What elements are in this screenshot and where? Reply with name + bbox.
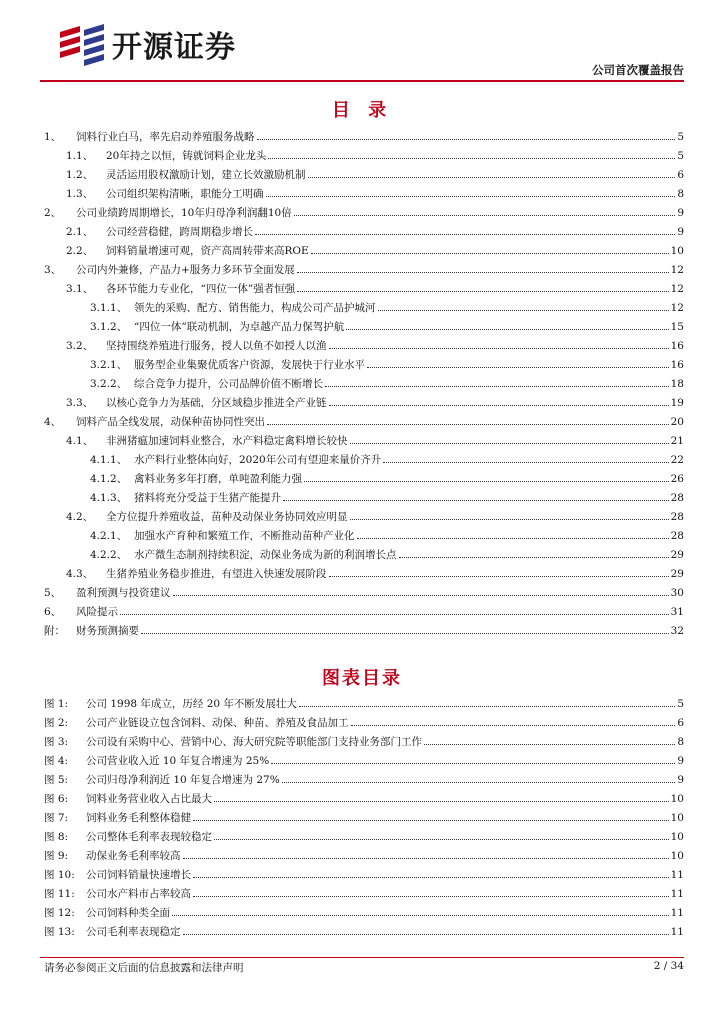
- entry-title: 公司饲料种类全面: [86, 907, 170, 919]
- entry-title: 20年持之以恒，铸就饲料企业龙头: [106, 150, 267, 162]
- dot-leader: [183, 858, 669, 859]
- toc-entry[interactable]: [44, 603, 684, 622]
- entry-number: 1、: [44, 131, 62, 143]
- entry-number: 图 9:: [44, 850, 69, 862]
- entry-page: 12: [670, 302, 684, 314]
- entry-number: 3.2、: [66, 340, 94, 352]
- entry-page: 12: [670, 283, 684, 295]
- entry-number: 3.2.2、: [90, 378, 128, 390]
- entry-page: 15: [670, 321, 684, 333]
- logo-mark-icon: [58, 22, 106, 66]
- toc-entry[interactable]: [44, 185, 684, 204]
- entry-title: 风险提示: [76, 606, 118, 618]
- dot-leader: [183, 934, 669, 935]
- entry-page: 10: [670, 793, 684, 805]
- dot-leader: [283, 500, 669, 501]
- dot-leader: [297, 272, 669, 273]
- entry-page: 6: [677, 169, 684, 181]
- entry-number: 3.1.1、: [90, 302, 128, 314]
- dot-leader: [308, 177, 676, 178]
- entry-number: 3、: [44, 264, 62, 276]
- toc-entry[interactable]: [44, 470, 684, 489]
- entry-title: 饲料行业白马，率先启动养殖服务战略: [76, 131, 255, 143]
- entry-title: 服务型企业集聚优质客户资源，发展快于行业水平: [134, 359, 365, 371]
- entry-page: 19: [670, 397, 684, 409]
- entry-page: 28: [670, 492, 684, 504]
- entry-title: 饲料业务毛利整体稳健: [86, 812, 191, 824]
- dot-leader: [329, 348, 669, 349]
- figure-entry[interactable]: [44, 733, 684, 752]
- figure-entry[interactable]: [44, 809, 684, 828]
- entry-number: 图 8:: [44, 831, 69, 843]
- entry-page: 5: [677, 698, 684, 710]
- dot-leader: [172, 915, 669, 916]
- dot-leader: [193, 896, 669, 897]
- toc-entry[interactable]: [44, 223, 684, 242]
- entry-number: 4.3、: [66, 568, 94, 580]
- entry-page: 11: [670, 907, 684, 919]
- entry-number: 2.1、: [66, 226, 94, 238]
- entry-title: “四位一体”联动机制，为卓越产品力保驾护航: [134, 321, 345, 333]
- entry-title: 公司水产料市占率较高: [86, 888, 191, 900]
- entry-number: 4.2、: [66, 511, 94, 523]
- toc-entry[interactable]: [44, 584, 684, 603]
- entry-page: 20: [670, 416, 684, 428]
- report-type-label: 公司首次覆盖报告: [592, 63, 684, 77]
- footer-disclaimer: 请务必参阅正文后面的信息披露和法律声明: [44, 962, 244, 974]
- entry-title: 猪料将充分受益于生猪产能提升: [134, 492, 281, 504]
- entry-title: 公司营业收入近 10 年复合增速为 25%: [86, 755, 270, 767]
- entry-number: 图 5:: [44, 774, 69, 786]
- entry-number: 4.1.1、: [90, 454, 128, 466]
- entry-number: 图 11:: [44, 888, 75, 900]
- entry-number: 图 10:: [44, 869, 75, 881]
- entry-page: 28: [670, 530, 684, 542]
- toc-entry[interactable]: [44, 299, 684, 318]
- entry-page: 9: [677, 226, 684, 238]
- entry-page: 8: [677, 188, 684, 200]
- toc-entry[interactable]: [44, 261, 684, 280]
- entry-page: 5: [677, 131, 684, 143]
- toc-title: 目 录: [331, 100, 393, 121]
- figure-entry[interactable]: [44, 695, 684, 714]
- entry-title: 领先的采购、配方、销售能力，构成公司产品护城河: [134, 302, 376, 314]
- entry-page: 10: [670, 812, 684, 824]
- figures-list: [44, 695, 684, 942]
- entry-title: 水产料行业整体向好，2020年公司有望迎来量价齐升: [134, 454, 382, 466]
- entry-number: 图 6:: [44, 793, 69, 805]
- entry-number: 图 1:: [44, 698, 69, 710]
- toc-entry[interactable]: [44, 242, 684, 261]
- entry-page: 10: [670, 850, 684, 862]
- entry-page: 9: [677, 207, 684, 219]
- entry-title: 公司毛利率表现稳定: [86, 926, 181, 938]
- header-divider: [40, 80, 684, 82]
- entry-number: 4.1、: [66, 435, 94, 447]
- entry-title: 公司产业链设立包含饲料、动保、种苗、养殖及食品加工: [86, 717, 349, 729]
- entry-page: 11: [670, 888, 684, 900]
- dot-leader: [257, 139, 676, 140]
- entry-number: 1.3、: [66, 188, 94, 200]
- dot-leader: [173, 595, 669, 596]
- entry-title: 灵活运用股权激励计划，建立长效激励机制: [106, 169, 306, 181]
- dot-leader: [367, 367, 669, 368]
- entry-number: 3.2.1、: [90, 359, 128, 371]
- entry-page: 8: [677, 736, 684, 748]
- dot-leader: [424, 744, 675, 745]
- toc-entry[interactable]: [44, 204, 684, 223]
- entry-number: 4.2.2、: [90, 549, 128, 561]
- toc-entry[interactable]: [44, 356, 684, 375]
- entry-number: 5、: [44, 587, 62, 599]
- dot-leader: [271, 763, 675, 764]
- page-header: [0, 0, 724, 80]
- entry-page: 30: [670, 587, 684, 599]
- entry-title: 全方位提升养殖收益，苗种及动保业务协同效应明显: [106, 511, 348, 523]
- dot-leader: [350, 443, 669, 444]
- dot-leader: [214, 801, 669, 802]
- toc-entry[interactable]: [44, 451, 684, 470]
- figure-entry[interactable]: [44, 904, 684, 923]
- entry-page: 5: [677, 150, 684, 162]
- entry-page: 6: [677, 717, 684, 729]
- entry-page: 22: [670, 454, 684, 466]
- entry-page: 26: [670, 473, 684, 485]
- entry-page: 21: [670, 435, 684, 447]
- toc-entry[interactable]: [44, 546, 684, 565]
- dot-leader: [299, 706, 675, 707]
- entry-page: 32: [670, 625, 684, 637]
- entry-title: 公司业绩跨周期增长，10年归母净利润翻10倍: [76, 207, 292, 219]
- dot-leader: [214, 839, 669, 840]
- entry-number: 2.2、: [66, 245, 94, 257]
- figure-entry[interactable]: [44, 790, 684, 809]
- figure-entry[interactable]: [44, 752, 684, 771]
- dot-leader: [325, 386, 669, 387]
- figure-entry[interactable]: [44, 714, 684, 733]
- toc-entry[interactable]: [44, 508, 684, 527]
- entry-page: 10: [670, 245, 684, 257]
- entry-page: 11: [670, 926, 684, 938]
- dot-leader: [255, 234, 675, 235]
- toc-entry[interactable]: [44, 147, 684, 166]
- figure-entry[interactable]: [44, 847, 684, 866]
- entry-number: 1.1、: [66, 150, 94, 162]
- entry-title: 公司组织架构清晰，职能分工明确: [106, 188, 264, 200]
- entry-page: 16: [670, 340, 684, 352]
- toc-entry[interactable]: [44, 280, 684, 299]
- entry-title: 饲料销量增速可观，资产高周转带来高ROE: [106, 245, 309, 257]
- entry-title: 禽料业务多年打磨，单吨盈利能力强: [134, 473, 302, 485]
- entry-title: 盈利预测与投资建议: [76, 587, 171, 599]
- entry-title: 公司经营稳健，跨周期稳步增长: [106, 226, 253, 238]
- dot-leader: [268, 158, 675, 159]
- toc-list: [44, 128, 684, 641]
- entry-title: 动保业务毛利率较高: [86, 850, 181, 862]
- entry-title: 非洲猪瘟加速饲料业整合，水产料稳定禽料增长较快: [106, 435, 348, 447]
- entry-title: 公司饲料销量快速增长: [86, 869, 191, 881]
- entry-title: 饲料业务营业收入占比最大: [86, 793, 212, 805]
- entry-page: 18: [670, 378, 684, 390]
- figure-entry[interactable]: [44, 923, 684, 942]
- toc-entry[interactable]: [44, 375, 684, 394]
- entry-page: 29: [670, 568, 684, 580]
- entry-number: 图 4:: [44, 755, 69, 767]
- entry-title: 综合竞争力提升，公司品牌价值不断增长: [134, 378, 323, 390]
- toc-entry[interactable]: [44, 432, 684, 451]
- toc-entry[interactable]: [44, 394, 684, 413]
- entry-title: 以核心竞争力为基础，分区域稳步推进全产业链: [106, 397, 327, 409]
- entry-number: 2、: [44, 207, 62, 219]
- company-logo: [58, 22, 236, 66]
- dot-leader: [329, 405, 669, 406]
- entry-title: 饲料产品全线发展，动保种苗协同性突出: [76, 416, 265, 428]
- entry-number: 图 3:: [44, 736, 69, 748]
- dot-leader: [399, 557, 669, 558]
- entry-page: 10: [670, 831, 684, 843]
- dot-leader: [357, 538, 669, 539]
- figures-title: 图表目录: [322, 668, 402, 689]
- entry-page: 9: [677, 774, 684, 786]
- dot-leader: [383, 462, 668, 463]
- entry-number: 3.1.2、: [90, 321, 128, 333]
- dot-leader: [350, 519, 669, 520]
- entry-title: 财务预测摘要: [76, 625, 139, 637]
- toc-entry[interactable]: [44, 318, 684, 337]
- toc-entry[interactable]: [44, 413, 684, 432]
- entry-page: 9: [677, 755, 684, 767]
- toc-entry[interactable]: [44, 622, 684, 641]
- toc-entry[interactable]: [44, 565, 684, 584]
- page-indicator: 2 / 34: [653, 960, 684, 972]
- entry-page: 28: [670, 511, 684, 523]
- figure-entry[interactable]: [44, 866, 684, 885]
- dot-leader: [311, 253, 669, 254]
- dot-leader: [351, 725, 676, 726]
- entry-number: 1.2、: [66, 169, 94, 181]
- entry-title: 生猪养殖业务稳步推进，有望进入快速发展阶段: [106, 568, 327, 580]
- logo-text: 开源证券: [112, 30, 236, 65]
- entry-number: 4、: [44, 416, 62, 428]
- entry-number: 4.1.2、: [90, 473, 128, 485]
- footer-divider: [40, 957, 684, 958]
- entry-page: 12: [670, 264, 684, 276]
- dot-leader: [329, 576, 669, 577]
- entry-title: 公司整体毛利率表现较稳定: [86, 831, 212, 843]
- entry-number: 4.1.3、: [90, 492, 128, 504]
- toc-entry[interactable]: [44, 489, 684, 508]
- dot-leader: [294, 215, 676, 216]
- dot-leader: [282, 782, 676, 783]
- entry-page: 16: [670, 359, 684, 371]
- entry-title: 坚持围绕养殖进行服务，授人以鱼不如授人以渔: [106, 340, 327, 352]
- entry-number: 图 12:: [44, 907, 75, 919]
- figure-entry[interactable]: [44, 885, 684, 904]
- dot-leader: [193, 877, 669, 878]
- entry-title: 公司内外兼修，产品力+服务力多环节全面发展: [76, 264, 295, 276]
- dot-leader: [266, 196, 676, 197]
- entry-number: 图 2:: [44, 717, 69, 729]
- dot-leader: [378, 310, 669, 311]
- entry-number: 附：: [44, 625, 65, 637]
- entry-number: 3.1、: [66, 283, 94, 295]
- figure-entry[interactable]: [44, 771, 684, 790]
- entry-page: 29: [670, 549, 684, 561]
- entry-title: 加强水产育种和繁殖工作，不断推动苗种产业化: [134, 530, 355, 542]
- dot-leader: [193, 820, 669, 821]
- figure-entry[interactable]: [44, 828, 684, 847]
- entry-number: 图 13:: [44, 926, 75, 938]
- entry-number: 4.2.1、: [90, 530, 128, 542]
- entry-page: 31: [670, 606, 684, 618]
- dot-leader: [304, 481, 669, 482]
- dot-leader: [141, 633, 669, 634]
- dot-leader: [120, 614, 669, 615]
- entry-number: 6、: [44, 606, 62, 618]
- toc-entry[interactable]: [44, 166, 684, 185]
- entry-title: 公司设有采购中心、营销中心、海大研究院等职能部门支持业务部门工作: [86, 736, 422, 748]
- dot-leader: [346, 329, 668, 330]
- toc-entry[interactable]: [44, 527, 684, 546]
- entry-number: 3.3、: [66, 397, 94, 409]
- entry-title: 各环节能力专业化，“四位一体”强者恒强: [106, 283, 296, 295]
- toc-entry[interactable]: [44, 337, 684, 356]
- toc-entry[interactable]: [44, 128, 684, 147]
- entry-title: 公司 1998 年成立，历经 20 年不断发展壮大: [86, 698, 297, 710]
- dot-leader: [297, 291, 668, 292]
- entry-title: 水产微生态制剂持续积淀，动保业务成为新的利润增长点: [134, 549, 397, 561]
- dot-leader: [267, 424, 669, 425]
- entry-title: 公司归母净利润近 10 年复合增速为 27%: [86, 774, 280, 786]
- entry-number: 图 7:: [44, 812, 69, 824]
- entry-page: 11: [670, 869, 684, 881]
